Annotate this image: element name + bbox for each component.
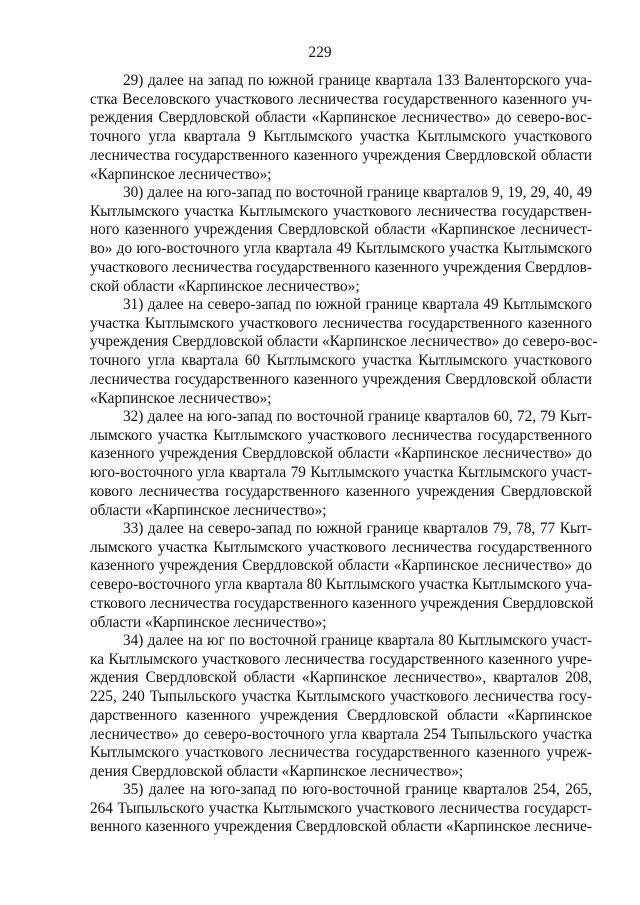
- text-line: лесничества государственного казенного учреждения Свердловской области: [90, 370, 592, 388]
- text-line: 34) далее на юг по восточной границе квартала 80 Кытлымского участ-: [123, 632, 592, 649]
- text-line: ждения Свердловской области «Карпинское лесничество», кварталов 208,: [90, 669, 592, 687]
- text-line: лесничества государственного казенного учреждения Свердловской области: [90, 146, 592, 164]
- text-line: учреждения Свердловской области «Карпинское лесничество» до северо-вос-: [90, 333, 598, 351]
- page-number: 229: [308, 44, 332, 61]
- text-line: ской области «Карпинское лесничество»;: [90, 277, 360, 295]
- paragraph: [90, 781, 592, 837]
- text-line: казенного учреждения Свердловской области «Карпинское лесничество» до: [90, 557, 592, 575]
- text-line: северо-восточного угла квартала 80 Кытлымского участка Кытлымского уча-: [90, 576, 593, 594]
- text-line: 33) далее на северо-запад по южной границе кварталов 79, 78, 77 Кыт-: [123, 520, 592, 537]
- paragraph: [90, 520, 592, 632]
- text-line: 225, 240 Тыпыльского участка Кытлымского участкового лесничества госу-: [90, 688, 592, 706]
- text-line: 31) далее на северо-запад по южной границе квартала 49 Кытлымского: [123, 296, 592, 313]
- text-line: лымского участка Кытлымского участкового лесничества государственного: [90, 538, 592, 556]
- text-line: участка Кытлымского участкового лесничества государственного казенного: [90, 314, 592, 332]
- text-line: сткового лесничества государственного казенного учреждения Свердловской: [90, 594, 594, 612]
- text-line: «Карпинское лесничество»;: [90, 389, 272, 407]
- paragraph: [90, 632, 592, 782]
- text-line: во» до юго-восточного угла квартала 49 Кытлымского участка Кытлымского: [90, 240, 592, 258]
- text-line: участкового лесничества государственного казенного учреждения Свердлов-: [90, 258, 592, 276]
- text-line: кового лесничества государственного казенного учреждения Свердловской: [90, 482, 592, 500]
- text-line: 32) далее на юго-запад по восточной границе кварталов 60, 72, 79 Кыт-: [123, 408, 592, 425]
- text-line: дения Свердловской области «Карпинское лесничество»;: [90, 762, 464, 780]
- paragraph: [90, 72, 592, 184]
- text-line: 29) далее на запад по южной границе квартала 133 Валенторского уча-: [123, 72, 592, 89]
- text-line: Кытлымского участкового лесничества государственного казенного учреж-: [90, 744, 592, 762]
- text-line: области «Карпинское лесничество»;: [90, 501, 327, 519]
- text-line: стка Веселовского участкового лесничества государственного казенного уч-: [90, 90, 592, 108]
- text-line: лымского участка Кытлымского участкового лесничества государственного: [90, 426, 592, 444]
- text-line: области «Карпинское лесничество»;: [90, 613, 327, 631]
- text-line: 30) далее на юго-запад по восточной границе кварталов 9, 19, 29, 40, 49: [123, 184, 592, 201]
- text-line: казенного учреждения Свердловской области «Карпинское лесничество» до: [90, 445, 592, 463]
- text-line: юго-восточного угла квартала 79 Кытлымского участка Кытлымского участ-: [90, 464, 592, 482]
- text-line: «Карпинское лесничество»;: [90, 165, 272, 183]
- text-line: ка Кытлымского участкового лесничества государственного казенного учре-: [90, 650, 592, 668]
- paragraph: [90, 296, 598, 408]
- paragraph: [90, 184, 592, 296]
- text-line: лесничество» до северо-восточного угла квартала 254 Тыпыльского участка: [90, 725, 592, 743]
- text-line: дарственного казенного учреждения Свердловской области «Карпинское: [90, 706, 592, 724]
- text-line: точного угла квартала 60 Кытлымского участка Кытлымского участкового: [90, 352, 592, 370]
- text-line: Кытлымского участка Кытлымского участкового лесничества государствен-: [90, 202, 592, 220]
- text-line: реждения Свердловской области «Карпинское лесничество» до северо-вос-: [90, 109, 592, 127]
- text-line: 264 Тыпыльского участка Кытлымского участкового лесничества государст-: [90, 799, 592, 817]
- text-line: 35) далее на юго-запад по юго-восточной границе кварталов 254, 265,: [123, 781, 592, 798]
- text-line: точного угла квартала 9 Кытлымского участка Кытлымского участкового: [90, 128, 592, 146]
- paragraph: [90, 408, 592, 520]
- text-line: ного казенного учреждения Свердловской области «Карпинское лесничест-: [90, 221, 592, 239]
- text-line: венного казенного учреждения Свердловской области «Карпинское лесниче-: [90, 818, 592, 836]
